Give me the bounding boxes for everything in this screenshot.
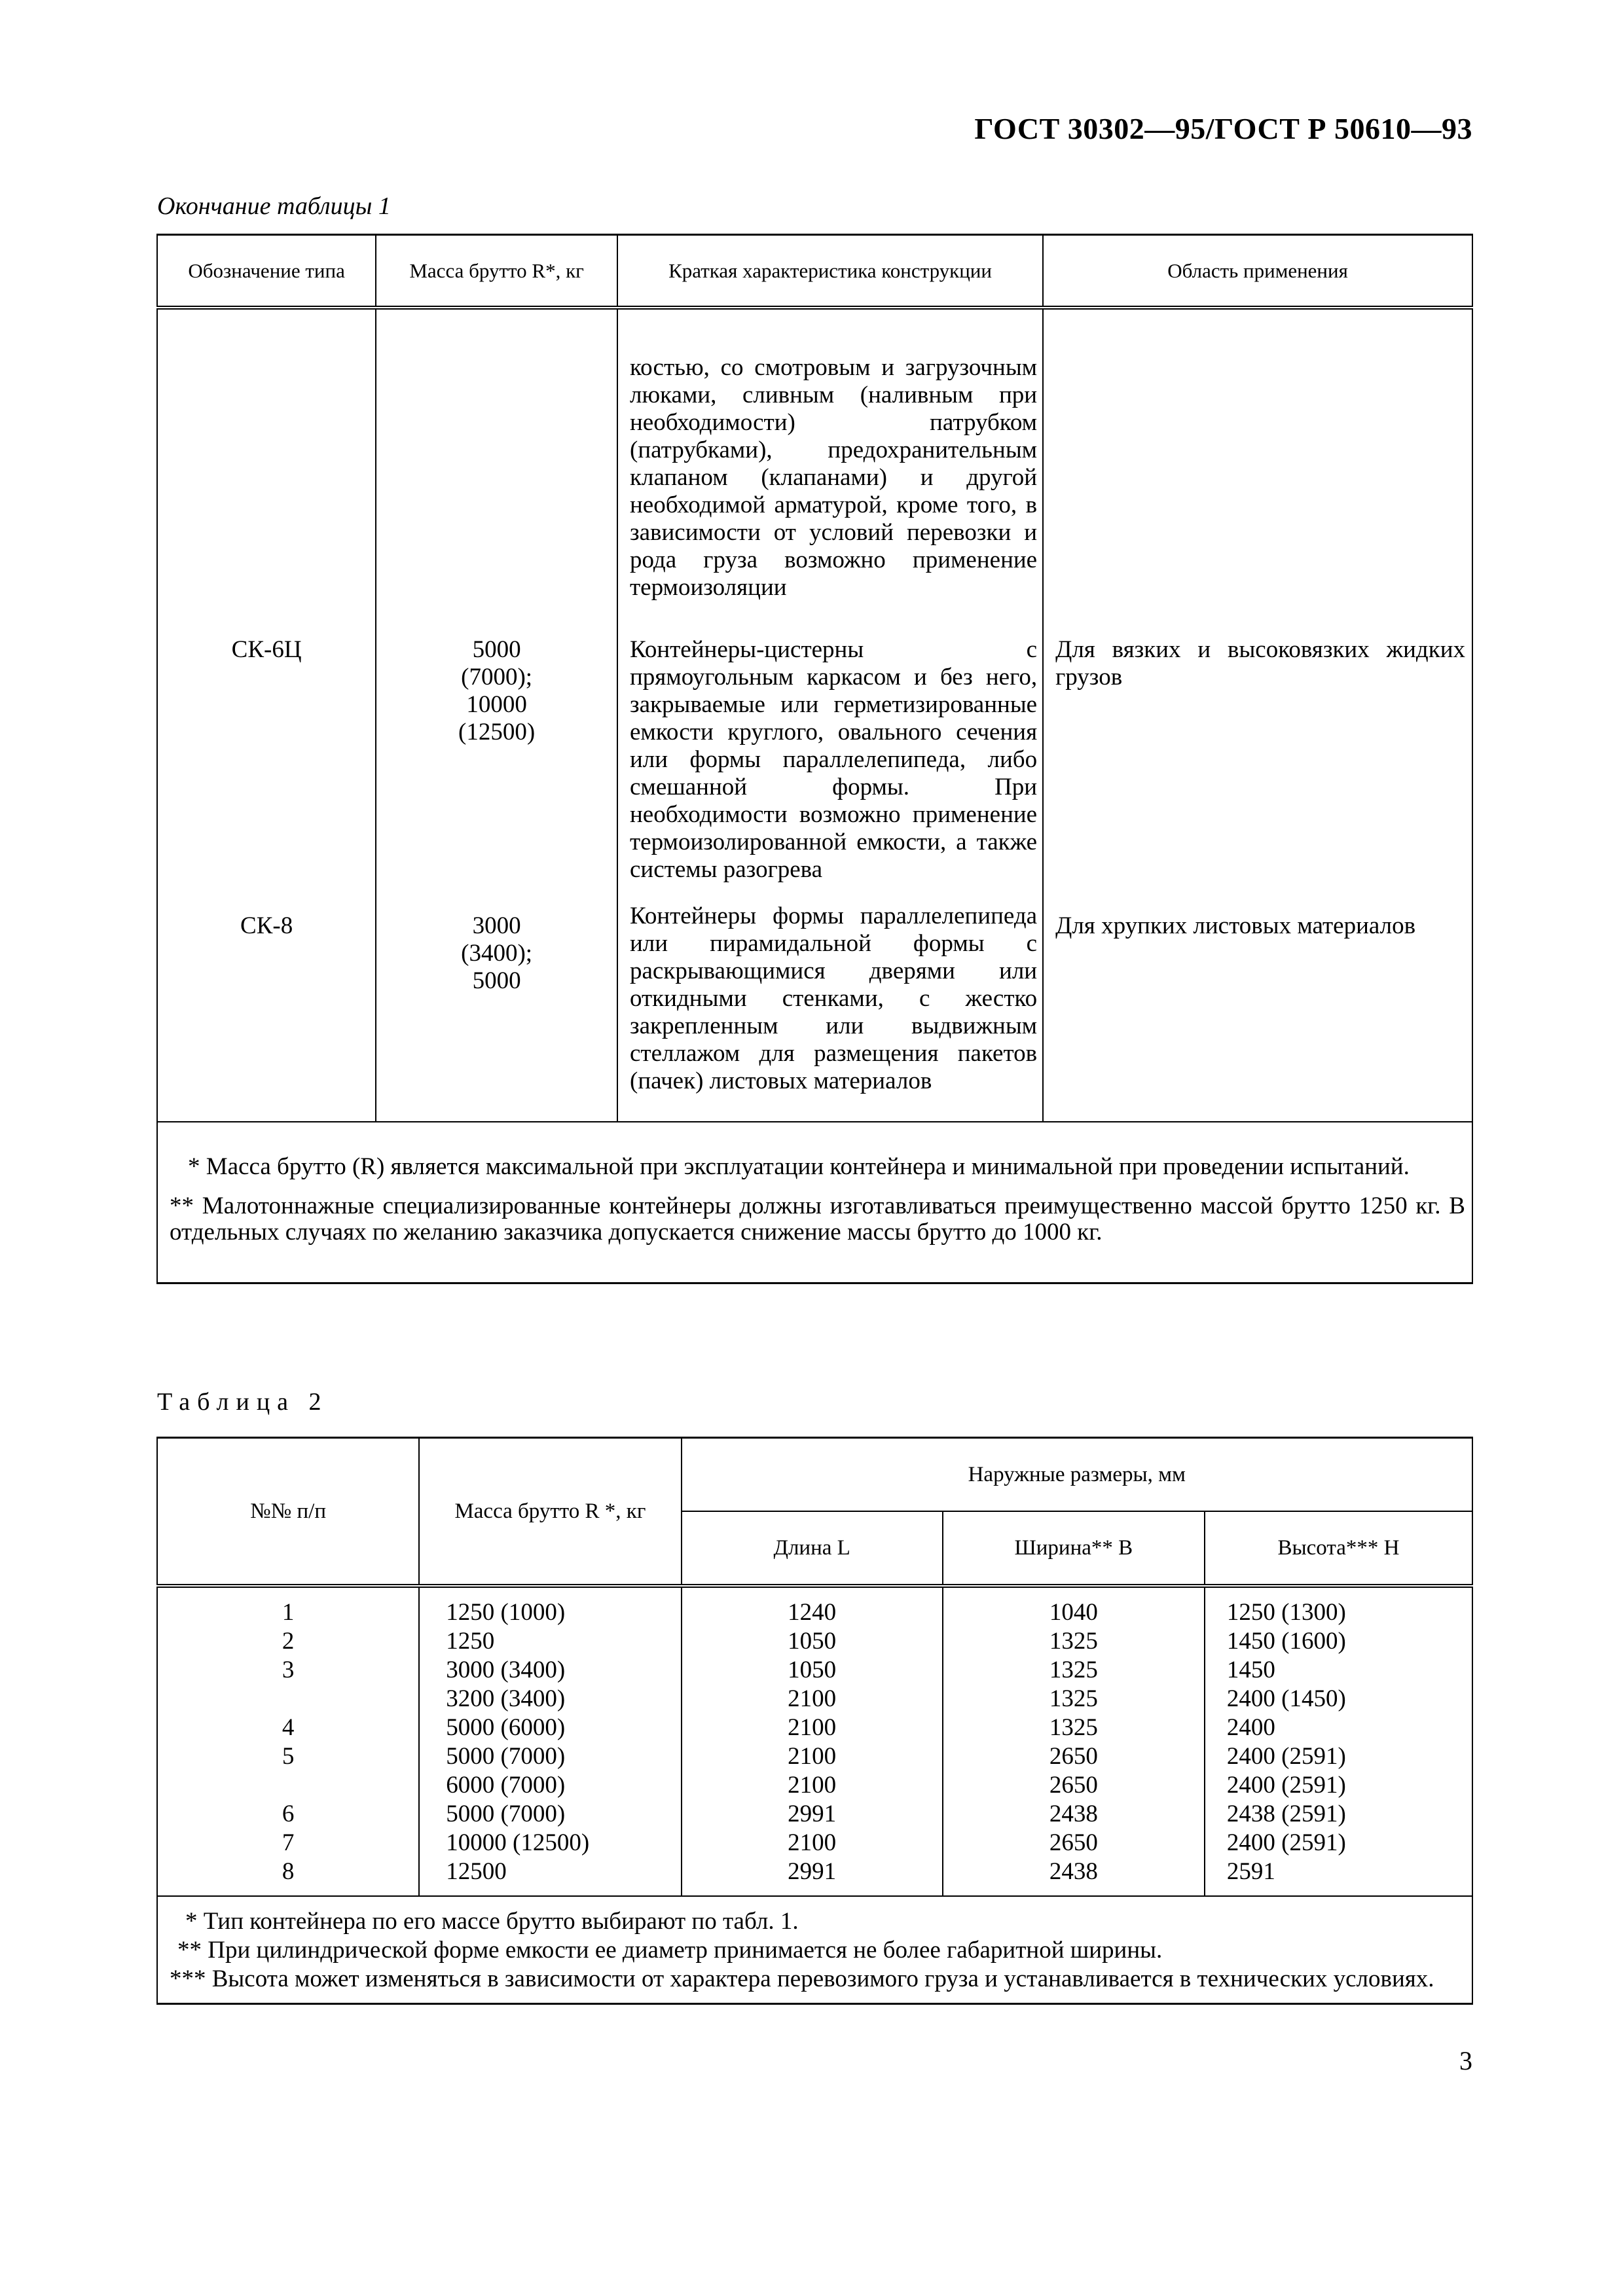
table-cell: 1325: [1049, 1657, 1098, 1683]
table1-body-row: [157, 308, 1472, 1122]
table-cell: 3: [282, 1657, 295, 1683]
table1-note: ** Малотоннажные специализированные контейнеры должны изготавливаться преимущественно массой брутто 1250 кг. В отдельных случаях по желанию заказчика допускается снижение массы брутто до 1000 кг.: [170, 1193, 1465, 1246]
table-cell: 5000 (7000): [446, 1801, 566, 1827]
table-cell: 2991: [788, 1801, 837, 1827]
application-ck6c: Для вязких и высоковязких жидких грузов: [1055, 636, 1465, 691]
table-cell: 5: [282, 1743, 295, 1770]
table-cell: 2591: [1226, 1858, 1275, 1885]
table2-header-height: Высота*** H: [1205, 1511, 1472, 1586]
table1: [156, 234, 1473, 1284]
table1-header-row: [157, 235, 1472, 308]
table-cell: 5000 (6000): [446, 1714, 566, 1741]
application-ck8: Для хрупких листовых материалов: [1055, 912, 1416, 939]
table2-note: * Тип контейнера по его массе брутто выбирают по табл. 1.: [185, 1908, 799, 1935]
table-cell: 1250 (1000): [446, 1599, 566, 1626]
table-cell: 6: [282, 1801, 295, 1827]
table1-type-column: [157, 308, 376, 1122]
table1-header-application: Область применения: [1043, 235, 1472, 308]
table-cell: 1240: [788, 1599, 837, 1626]
table-cell: 2650: [1049, 1829, 1098, 1856]
table-cell: 3200 (3400): [446, 1685, 566, 1712]
table-cell: 1050: [788, 1657, 837, 1683]
page-number: 3: [1459, 2046, 1472, 2075]
table-cell: [158, 1685, 418, 1713]
table-cell: 5000 (7000): [446, 1743, 566, 1770]
table2-mass-column: [419, 1586, 681, 1896]
table-cell: 1: [282, 1599, 295, 1626]
table2-header-length: Длина L: [682, 1511, 943, 1586]
table1-application-column: [1043, 308, 1472, 1122]
table1-notes: [157, 1122, 1472, 1283]
table-cell: 1050: [788, 1628, 837, 1655]
table-cell: 3000 (3400): [446, 1657, 566, 1683]
table1-note: * Масса брутто (R) является максимальной при эксплуатации контейнера и минимальной при проведении испытаний.: [188, 1153, 1410, 1180]
table2-width-column: [943, 1586, 1205, 1896]
description-ck6c: Контейнеры-цистерны с прямоугольным каркасом и без него, закрываемые или герметизированные емкости круглого, овального сечения или формы параллелепипеда, либо смешанной формы. При необходимости возможно применение термоизолированной емкости, а также системы разогрева: [630, 636, 1038, 883]
table2-header-width: Ширина** B: [943, 1511, 1205, 1586]
table1-mass-column: [376, 308, 617, 1122]
table-cell: 6000 (7000): [446, 1772, 566, 1799]
table2-num-column: [157, 1586, 419, 1896]
table-cell: 2100: [788, 1714, 837, 1741]
table2-header-row: [157, 1438, 1472, 1512]
table-cell: 2400: [1226, 1714, 1275, 1741]
table-cell: 2438: [1049, 1858, 1098, 1885]
table-cell: 2100: [788, 1829, 837, 1856]
table2-length-column: [682, 1586, 943, 1896]
mass-value: 10000: [466, 691, 527, 718]
table-cell: [158, 1771, 418, 1800]
table-cell: 1325: [1049, 1628, 1098, 1655]
table-cell: 12500: [446, 1858, 507, 1885]
table2-note: *** Высота может изменяться в зависимости от характера перевозимого груза и устанавливается в технических условиях.: [170, 1965, 1434, 1992]
table-cell: 4: [282, 1714, 295, 1741]
table-cell: 2400 (2591): [1226, 1743, 1346, 1770]
table-cell: 2650: [1049, 1743, 1098, 1770]
table-cell: 2650: [1049, 1772, 1098, 1799]
table2: [156, 1437, 1473, 2005]
table1-description-column: [617, 308, 1043, 1122]
table2-note: ** При цилиндрической форме емкости ее диаметр принимается не более габаритной ширины.: [177, 1937, 1163, 1964]
mass-value: (7000);: [461, 664, 533, 691]
type-ck6c: СК-6Ц: [231, 636, 302, 663]
mass-value: 3000: [472, 912, 521, 939]
table-cell: 2438 (2591): [1226, 1801, 1346, 1827]
table-cell: 2438: [1049, 1801, 1098, 1827]
table-cell: 1325: [1049, 1714, 1098, 1741]
table-cell: 2400 (1450): [1226, 1685, 1346, 1712]
table-cell: 2100: [788, 1743, 837, 1770]
mass-value: (12500): [458, 719, 536, 745]
mass-value: 5000: [472, 636, 521, 663]
table-cell: 2100: [788, 1685, 837, 1712]
table-cell: 7: [282, 1829, 295, 1856]
table-cell: 1040: [1049, 1599, 1098, 1626]
table-cell: 1250: [446, 1628, 495, 1655]
mass-value: (3400);: [461, 940, 533, 967]
table2-header-num: №№ п/п: [157, 1438, 419, 1587]
table1-header-mass: Масса брутто R*, кг: [376, 235, 617, 308]
table-cell: 2991: [788, 1858, 837, 1885]
table2-data: [157, 1586, 1472, 1896]
table-cell: 1450 (1600): [1226, 1628, 1346, 1655]
table-cell: 1250 (1300): [1226, 1599, 1346, 1626]
table2-height-column: [1205, 1586, 1472, 1896]
table2-notes-row: [157, 1896, 1472, 2004]
type-ck8: СК-8: [240, 912, 293, 939]
table1-header-description: Краткая характеристика конструкции: [617, 235, 1043, 308]
table-cell: 10000 (12500): [446, 1829, 590, 1856]
table-cell: 2400 (2591): [1226, 1829, 1346, 1856]
table2-label: Таблица 2: [157, 1388, 329, 1416]
table-cell: 2100: [788, 1772, 837, 1799]
table1-continuation-label: Окончание таблицы 1: [157, 192, 391, 220]
table-cell: 1325: [1049, 1685, 1098, 1712]
table2-notes: [157, 1896, 1472, 2004]
table-cell: 8: [282, 1858, 295, 1885]
table-cell: 2: [282, 1628, 295, 1655]
table1-header-type: Обозначение типа: [157, 235, 376, 308]
mass-value: 5000: [472, 967, 521, 994]
description-continued: костью, со смотровым и загрузочным люками, сливным (наливным при необходимости) патрубком (патрубками), предохранительным клапаном (клапанами) и другой необходимой арматурой, кроме того, в зависимости от условий перевозки и рода груза возможно применение термоизоляции: [630, 354, 1038, 601]
table1-notes-row: [157, 1122, 1472, 1283]
table2-header-outer-dimensions: Наружные размеры, мм: [682, 1438, 1472, 1512]
description-ck8: Контейнеры формы параллелепипеда или пирамидальной формы с раскрывающимися дверями или откидными стенками, с жестко закрепленным или выдвижным стеллажом для размещения пакетов (пачек) листовых материалов: [630, 903, 1038, 1094]
document-code: ГОСТ 30302—95/ГОСТ Р 50610—93: [974, 112, 1472, 145]
table-cell: 1450: [1226, 1657, 1275, 1683]
table2-header-mass: Масса брутто R *, кг: [419, 1438, 681, 1587]
table-cell: 2400 (2591): [1226, 1772, 1346, 1799]
